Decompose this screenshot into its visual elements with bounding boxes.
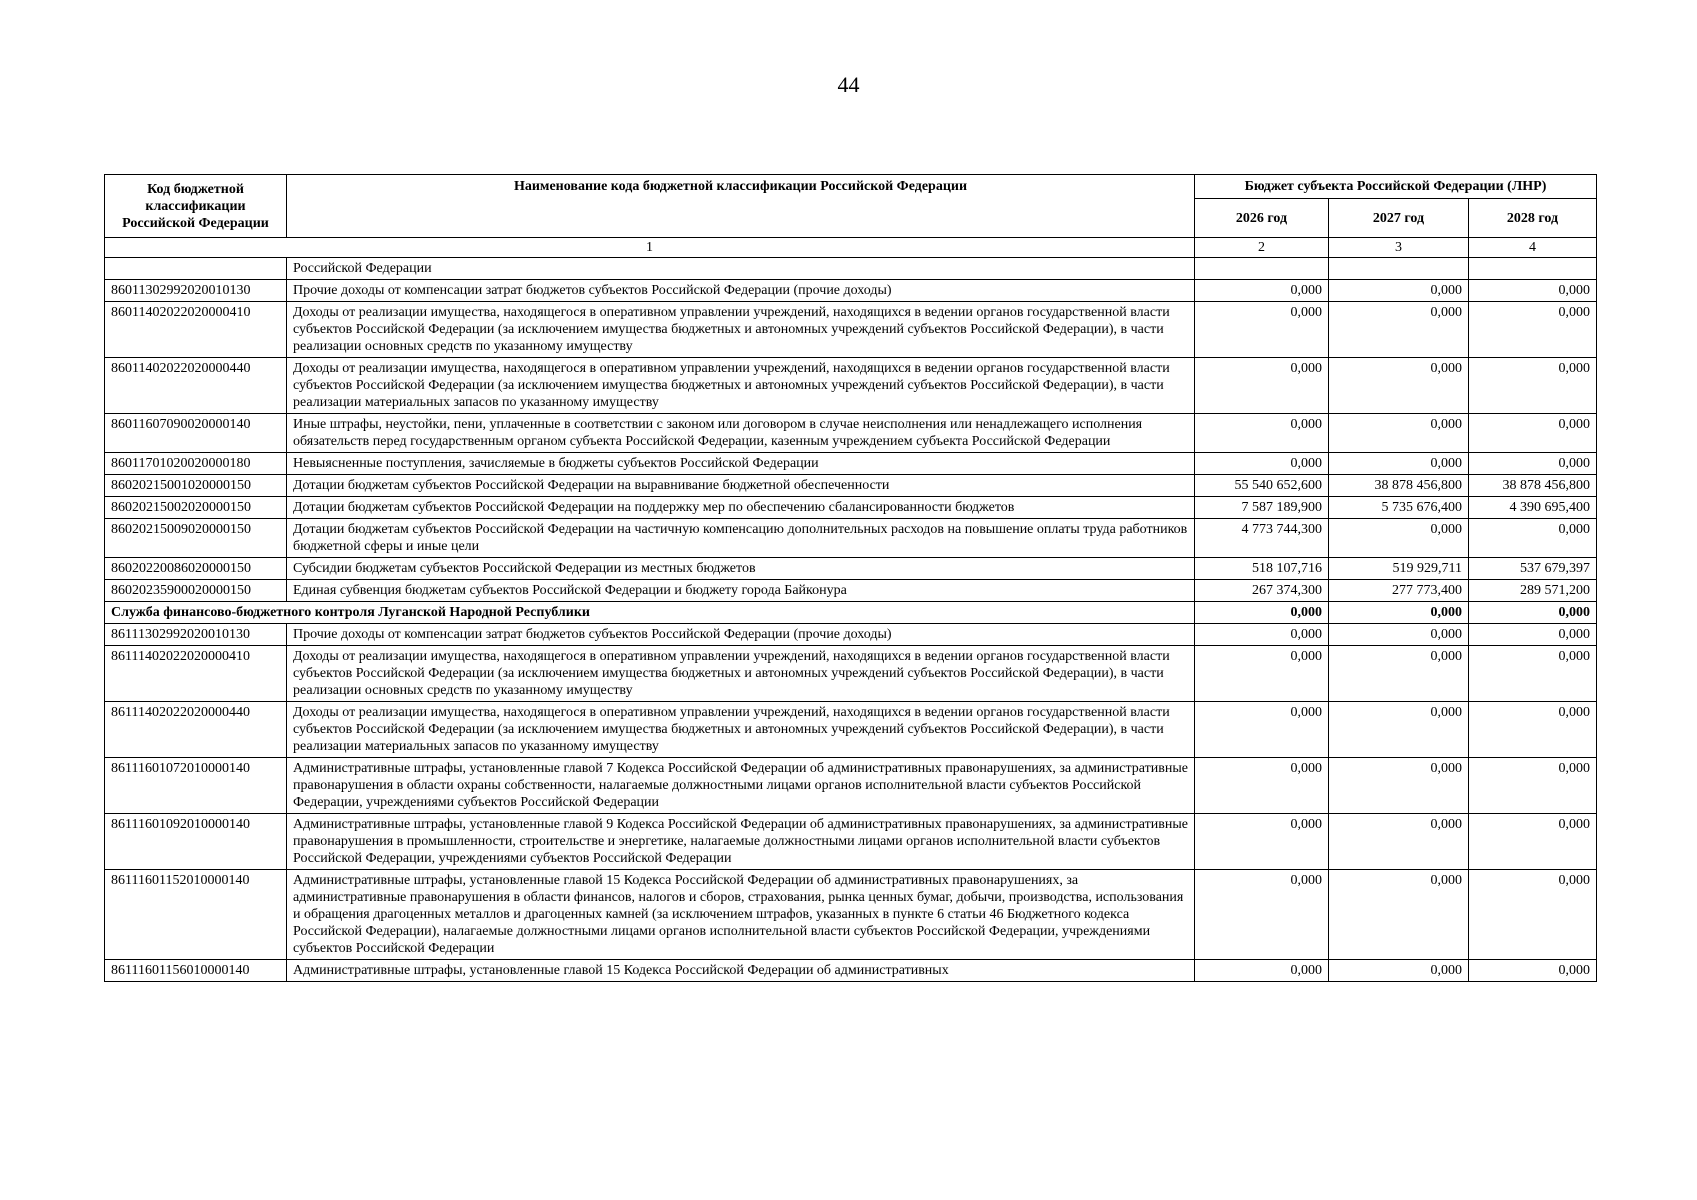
row-value-2028: 0,000: [1469, 624, 1597, 646]
row-name: Административные штрафы, установленные главой 7 Кодекса Российской Федерации об административных правонарушениях, за административные правонарушения в области охраны собственности, налагаемые должностными лицами органов исполнительной власти субъектов Российской Федерации, учреждениями субъектов Российской Федерации: [287, 758, 1195, 814]
row-code: 86020235900020000150: [105, 580, 287, 602]
row-value-2027: 0,000: [1329, 758, 1469, 814]
row-value-2026: 0,000: [1195, 453, 1329, 475]
row-name: Доходы от реализации имущества, находящегося в оперативном управлении учреждений, находящихся в ведении органов государственной власти субъектов Российской Федерации (за исключением имущества бюджетных и автономных учреждений субъектов Российской Федерации), в части реализации основных средств по указанному имуществу: [287, 646, 1195, 702]
row-value-2027: 0,000: [1329, 280, 1469, 302]
row-code: 86111402022020000440: [105, 702, 287, 758]
column-number-3: 3: [1329, 238, 1469, 258]
table-row: [105, 702, 1597, 758]
table-header: [105, 175, 1597, 258]
row-value-2027: 0,000: [1329, 414, 1469, 453]
row-code: 86111402022020000410: [105, 646, 287, 702]
row-value-2026: 55 540 652,600: [1195, 475, 1329, 497]
row-value-2027: 0,000: [1329, 646, 1469, 702]
header-name: Наименование кода бюджетной классификации Российской Федерации: [287, 175, 1195, 238]
row-code: 86011402022020000440: [105, 358, 287, 414]
row-value-2026: 0,000: [1195, 602, 1329, 624]
row-value-2026: 7 587 189,900: [1195, 497, 1329, 519]
row-value-2028: 0,000: [1469, 870, 1597, 960]
row-value-2028: [1469, 258, 1597, 280]
table-row: [105, 814, 1597, 870]
row-name: Доходы от реализации имущества, находящегося в оперативном управлении учреждений, находящихся в ведении органов государственной власти субъектов Российской Федерации (за исключением имущества бюджетных и автономных учреждений субъектов Российской Федерации), в части реализации основных средств по указанному имуществу: [287, 302, 1195, 358]
row-name: Прочие доходы от компенсации затрат бюджетов субъектов Российской Федерации (прочие доходы): [287, 624, 1195, 646]
row-value-2028: 0,000: [1469, 453, 1597, 475]
row-value-2027: 0,000: [1329, 358, 1469, 414]
row-name: Административные штрафы, установленные главой 15 Кодекса Российской Федерации об административных: [287, 960, 1195, 982]
column-number-2: 2: [1195, 238, 1329, 258]
row-value-2026: 0,000: [1195, 302, 1329, 358]
row-name: Прочие доходы от компенсации затрат бюджетов субъектов Российской Федерации (прочие доходы): [287, 280, 1195, 302]
row-code: 86111601156010000140: [105, 960, 287, 982]
table-row: [105, 453, 1597, 475]
row-code: 86020220086020000150: [105, 558, 287, 580]
row-code: 86111601092010000140: [105, 814, 287, 870]
row-value-2027: [1329, 258, 1469, 280]
row-code: 86020215002020000150: [105, 497, 287, 519]
row-value-2028: 0,000: [1469, 414, 1597, 453]
row-value-2027: 0,000: [1329, 519, 1469, 558]
header-budget: Бюджет субъекта Российской Федерации (ЛНР): [1195, 175, 1597, 199]
table-row: [105, 358, 1597, 414]
section-row: [105, 602, 1597, 624]
header-year-2027: 2027 год: [1329, 199, 1469, 238]
row-value-2028: 0,000: [1469, 758, 1597, 814]
row-name: Административные штрафы, установленные главой 9 Кодекса Российской Федерации об административных правонарушениях, за административные правонарушения в промышленности, строительстве и энергетике, налагаемые должностными лицами органов исполнительной власти субъектов Российской Федерации, учреждениями субъектов Российской Федерации: [287, 814, 1195, 870]
table-row: [105, 414, 1597, 453]
row-name: Невыясненные поступления, зачисляемые в бюджеты субъектов Российской Федерации: [287, 453, 1195, 475]
row-value-2028: 0,000: [1469, 519, 1597, 558]
row-name: Доходы от реализации имущества, находящегося в оперативном управлении учреждений, находящихся в ведении органов государственной власти субъектов Российской Федерации (за исключением имущества бюджетных и автономных учреждений субъектов Российской Федерации), в части реализации материальных запасов по указанному имуществу: [287, 702, 1195, 758]
row-name: Дотации бюджетам субъектов Российской Федерации на выравнивание бюджетной обеспеченности: [287, 475, 1195, 497]
row-value-2028: 0,000: [1469, 358, 1597, 414]
row-code: 86011402022020000410: [105, 302, 287, 358]
table-row: [105, 960, 1597, 982]
row-code: 86011302992020010130: [105, 280, 287, 302]
row-value-2026: 0,000: [1195, 960, 1329, 982]
row-code: [105, 258, 287, 280]
row-code: 86111601152010000140: [105, 870, 287, 960]
column-number-1: 1: [105, 238, 1195, 258]
row-name: Российской Федерации: [287, 258, 1195, 280]
row-code: 86111601072010000140: [105, 758, 287, 814]
column-number-4: 4: [1469, 238, 1597, 258]
table-row: [105, 302, 1597, 358]
header-year-2028: 2028 год: [1469, 199, 1597, 238]
row-value-2028: 38 878 456,800: [1469, 475, 1597, 497]
row-value-2028: 0,000: [1469, 814, 1597, 870]
budget-table: [104, 174, 1597, 982]
row-code: 86111302992020010130: [105, 624, 287, 646]
row-value-2027: 0,000: [1329, 302, 1469, 358]
row-value-2028: 0,000: [1469, 302, 1597, 358]
row-name: Доходы от реализации имущества, находящегося в оперативном управлении учреждений, находящихся в ведении органов государственной власти субъектов Российской Федерации (за исключением имущества бюджетных и автономных учреждений субъектов Российской Федерации), в части реализации материальных запасов по указанному имуществу: [287, 358, 1195, 414]
row-value-2027: 5 735 676,400: [1329, 497, 1469, 519]
row-value-2027: 0,000: [1329, 814, 1469, 870]
row-value-2028: 0,000: [1469, 602, 1597, 624]
row-value-2026: 518 107,716: [1195, 558, 1329, 580]
row-value-2027: 0,000: [1329, 702, 1469, 758]
table-body: [105, 258, 1597, 982]
row-code: 86011607090020000140: [105, 414, 287, 453]
table-row: [105, 870, 1597, 960]
table-row: [105, 558, 1597, 580]
row-value-2026: 0,000: [1195, 358, 1329, 414]
row-name: Иные штрафы, неустойки, пени, уплаченные в соответствии с законом или договором в случае неисполнения или ненадлежащего исполнения обязательств перед государственным органом субъекта Российской Федерации, казенным учреждением субъекта Российской Федерации: [287, 414, 1195, 453]
row-value-2027: 0,000: [1329, 870, 1469, 960]
row-value-2026: 0,000: [1195, 702, 1329, 758]
row-value-2027: 38 878 456,800: [1329, 475, 1469, 497]
row-value-2026: 0,000: [1195, 646, 1329, 702]
row-value-2026: 0,000: [1195, 814, 1329, 870]
row-name: Субсидии бюджетам субъектов Российской Федерации из местных бюджетов: [287, 558, 1195, 580]
row-value-2027: 0,000: [1329, 602, 1469, 624]
row-name: Административные штрафы, установленные главой 15 Кодекса Российской Федерации об административных правонарушениях, за административные правонарушения в области финансов, налогов и сборов, страхования, рынка ценных бумаг, добычи, производства, использования и обращения драгоценных металлов и драгоценных камней (за исключением штрафов, указанных в пункте 6 статьи 46 Бюджетного кодекса Российской Федерации), налагаемые должностными лицами органов исполнительной власти субъектов Российской Федерации, учреждениями субъектов Российской Федерации: [287, 870, 1195, 960]
row-value-2026: 0,000: [1195, 870, 1329, 960]
row-value-2027: 277 773,400: [1329, 580, 1469, 602]
row-value-2026: [1195, 258, 1329, 280]
row-value-2028: 0,000: [1469, 702, 1597, 758]
table-row: [105, 758, 1597, 814]
table-row: [105, 258, 1597, 280]
row-value-2026: 0,000: [1195, 624, 1329, 646]
header-year-2026: 2026 год: [1195, 199, 1329, 238]
table-row: [105, 646, 1597, 702]
header-code: Код бюджетной классификации Российской Федерации: [105, 175, 287, 238]
row-name: Дотации бюджетам субъектов Российской Федерации на поддержку мер по обеспечению сбалансированности бюджетов: [287, 497, 1195, 519]
table-row: [105, 519, 1597, 558]
row-value-2027: 519 929,711: [1329, 558, 1469, 580]
row-value-2027: 0,000: [1329, 960, 1469, 982]
row-code: 86020215001020000150: [105, 475, 287, 497]
row-value-2026: 4 773 744,300: [1195, 519, 1329, 558]
row-value-2028: 0,000: [1469, 646, 1597, 702]
row-code: 86020215009020000150: [105, 519, 287, 558]
row-value-2026: 267 374,300: [1195, 580, 1329, 602]
table-row: [105, 475, 1597, 497]
column-number-row: [105, 238, 1597, 258]
table-row: [105, 580, 1597, 602]
row-value-2026: 0,000: [1195, 414, 1329, 453]
row-value-2027: 0,000: [1329, 624, 1469, 646]
table-row: [105, 497, 1597, 519]
row-value-2028: 4 390 695,400: [1469, 497, 1597, 519]
row-code: 86011701020020000180: [105, 453, 287, 475]
page-number: 44: [837, 72, 860, 97]
table-row: [105, 280, 1597, 302]
row-value-2026: 0,000: [1195, 758, 1329, 814]
section-title: Служба финансово-бюджетного контроля Луганской Народной Республики: [105, 602, 1195, 624]
row-value-2026: 0,000: [1195, 280, 1329, 302]
row-value-2028: 537 679,397: [1469, 558, 1597, 580]
row-value-2028: 289 571,200: [1469, 580, 1597, 602]
row-name: Единая субвенция бюджетам субъектов Российской Федерации и бюджету города Байконура: [287, 580, 1195, 602]
table-row: [105, 624, 1597, 646]
row-name: Дотации бюджетам субъектов Российской Федерации на частичную компенсацию дополнительных расходов на повышение оплаты труда работников бюджетной сферы и иные цели: [287, 519, 1195, 558]
row-value-2028: 0,000: [1469, 280, 1597, 302]
row-value-2027: 0,000: [1329, 453, 1469, 475]
row-value-2028: 0,000: [1469, 960, 1597, 982]
